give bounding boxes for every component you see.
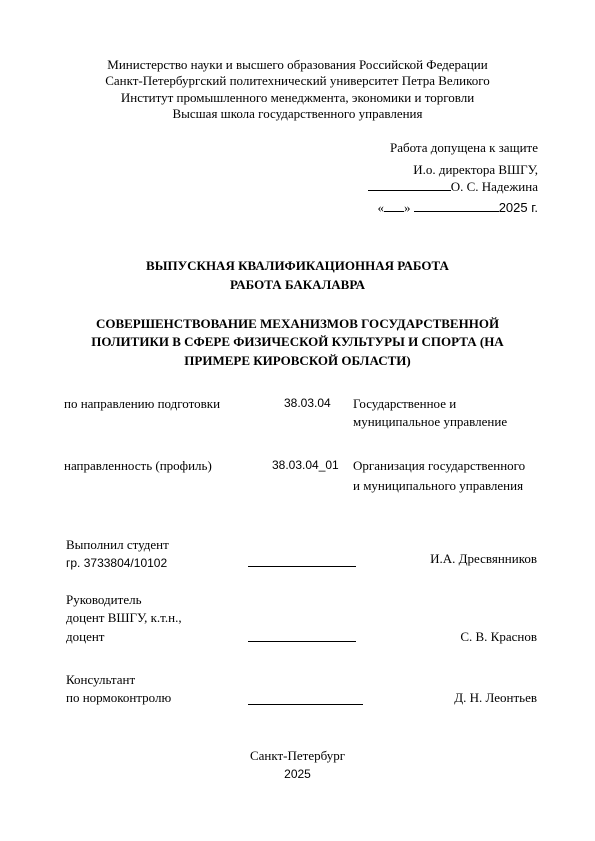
profile-name-line1: Организация государственного	[353, 458, 526, 473]
ministry-line: Министерство науки и высшего образования Российской Федерации	[107, 57, 488, 72]
direction-name-line1: Государственное и	[353, 396, 457, 411]
supervisor-name: С. В. Краснов	[460, 629, 537, 644]
student-name: И.А. Дресвянников	[430, 551, 537, 566]
direction-code: 38.03.04	[284, 396, 331, 410]
university-line: Санкт-Петербургский политехнический университет Петра Великого	[105, 73, 490, 88]
direction-name-line2: муниципальное управление	[353, 414, 508, 429]
date-day-line	[384, 211, 404, 212]
institute-line: Институт промышленного менеджмента, экономики и торговли	[120, 90, 475, 105]
profile-label: направленность (профиль)	[64, 458, 212, 473]
consultant-label-line2: по нормоконтролю	[66, 690, 172, 705]
topic-line2: ПОЛИТИКИ В СФЕРЕ ФИЗИЧЕСКОЙ КУЛЬТУРЫ И СПОРТА (НА	[91, 334, 504, 349]
profile-name-line2: и муниципального управления	[353, 478, 524, 493]
footer-city: Санкт-Петербург	[249, 748, 346, 763]
supervisor-signature-line	[248, 641, 356, 642]
footer-year: 2025	[284, 767, 311, 781]
date-year: 2025 г.	[498, 200, 538, 215]
topic-line1: СОВЕРШЕНСТВОВАНИЕ МЕХАНИЗМОВ ГОСУДАРСТВЕННОЙ	[95, 316, 500, 331]
supervisor-label-line3: доцент	[66, 629, 105, 644]
supervisor-label-line2: доцент ВШГУ, к.т.н.,	[66, 610, 182, 625]
date-open-quote: «	[377, 200, 384, 215]
work-type-line1: ВЫПУСКНАЯ КВАЛИФИКАЦИОННАЯ РАБОТА	[146, 258, 449, 273]
student-group: гр. 3733804/10102	[66, 556, 168, 570]
supervisor-label-line1: Руководитель	[66, 592, 142, 607]
work-type-line2: РАБОТА БАКАЛАВРА	[230, 277, 365, 292]
approval-director	[368, 179, 538, 195]
direction-label: по направлению подготовки	[64, 396, 221, 411]
date-close-quote: »	[403, 200, 411, 215]
approval-line1: Работа допущена к защите	[389, 140, 538, 155]
approval-line2: И.о. директора ВШГУ,	[413, 162, 538, 177]
approval-date	[377, 200, 538, 216]
school-line: Высшая школа государственного управления	[172, 106, 423, 121]
student-signature-line	[248, 566, 356, 567]
profile-code: 38.03.04_01	[272, 458, 339, 472]
topic-line3: ПРИМЕРЕ КИРОВСКОЙ ОБЛАСТИ)	[184, 353, 411, 368]
consultant-name: Д. Н. Леонтьев	[454, 690, 537, 705]
consultant-signature-line	[248, 704, 363, 705]
student-label: Выполнил студент	[66, 537, 169, 552]
consultant-label-line1: Консультант	[66, 672, 136, 687]
director-signature-line	[368, 190, 451, 191]
date-month-line	[414, 211, 499, 212]
director-name: О. С. Надежина	[450, 179, 538, 194]
